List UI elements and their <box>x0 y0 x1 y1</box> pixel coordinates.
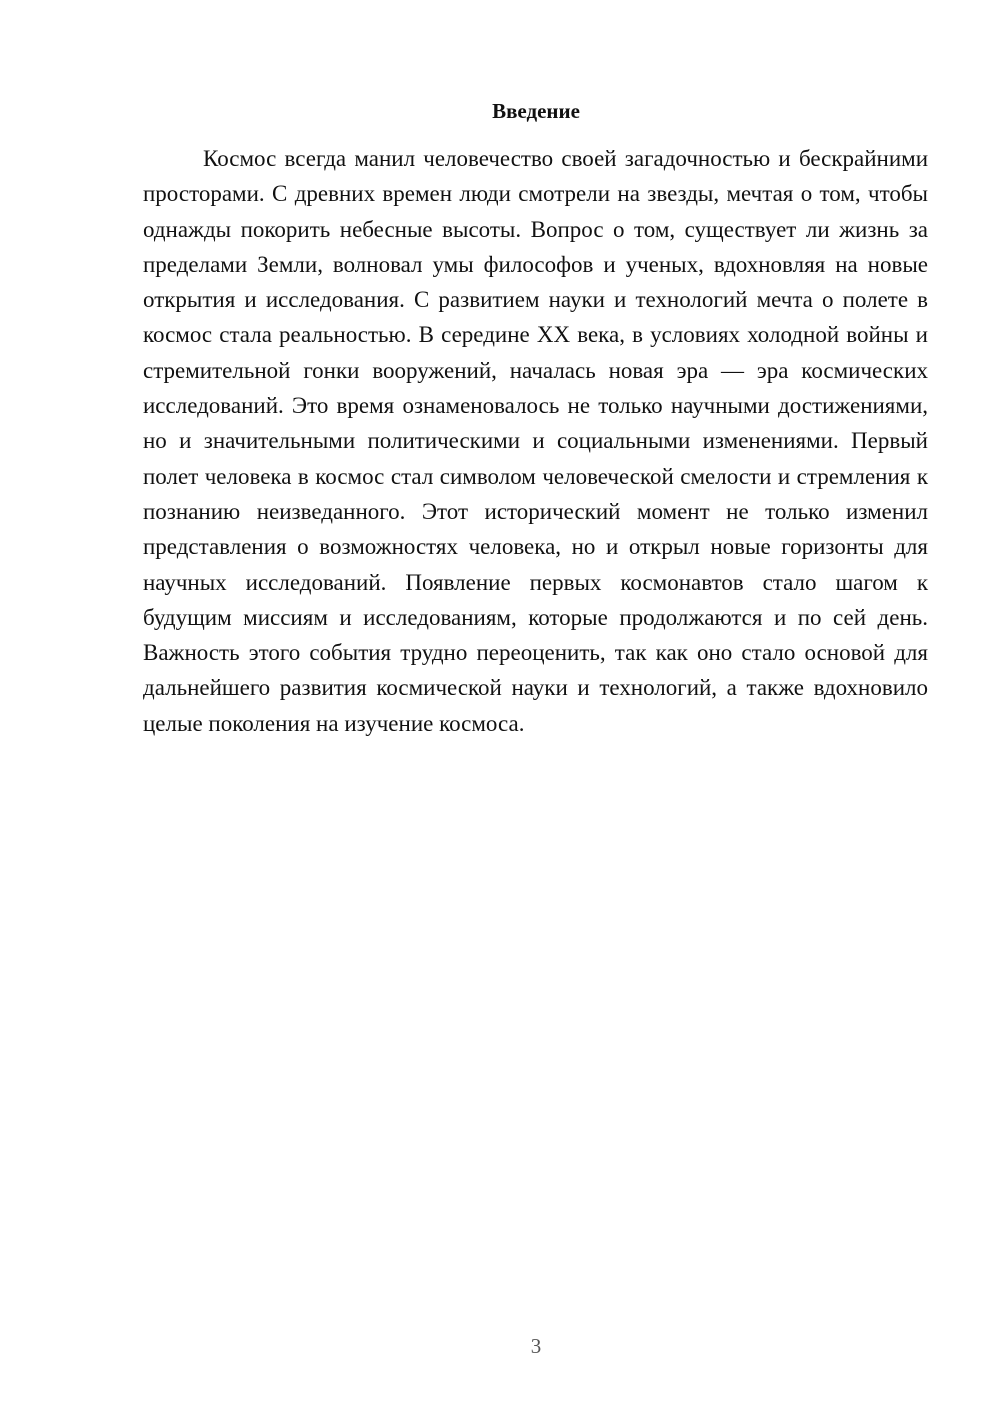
section-heading: Введение <box>492 99 580 123</box>
body-paragraph: Космос всегда манил человечество своей загадочностью и бескрайними просторами. С древних времен люди смотрели на звезды, мечтая о том, чтобы однажды покорить небесные высоты. Вопрос о том, существует ли жизнь за пределами Земли, волновал умы философов и ученых, вдохновляя на новые открытия и исследования. С развитием науки и технологий мечта о полете в космос стала реальностью. В середине XX века, в условиях холодной войны и стремительной гонки вооружений, началась новая эра — эра космических исследований. Это время ознаменовалось не только научными достижениями, но и значительными политическими и социальными изменениями. Первый полет человека в космос стал символом человеческой смелости и стремления к познанию неизведанного. Этот исторический момент не только изменил представления о возможностях человека, но и открыл новые горизонты для научных исследований. Появление первых космонавтов стало шагом к будущим миссиям и исследованиям, которые продолжаются и по сей день. Важность этого события трудно переоценить, так как оно стало основой для дальнейшего развития космической науки и технологий, а также вдохновило целые поколения на изучение космоса. <box>143 146 928 736</box>
page-number: 3 <box>530 1334 542 1358</box>
